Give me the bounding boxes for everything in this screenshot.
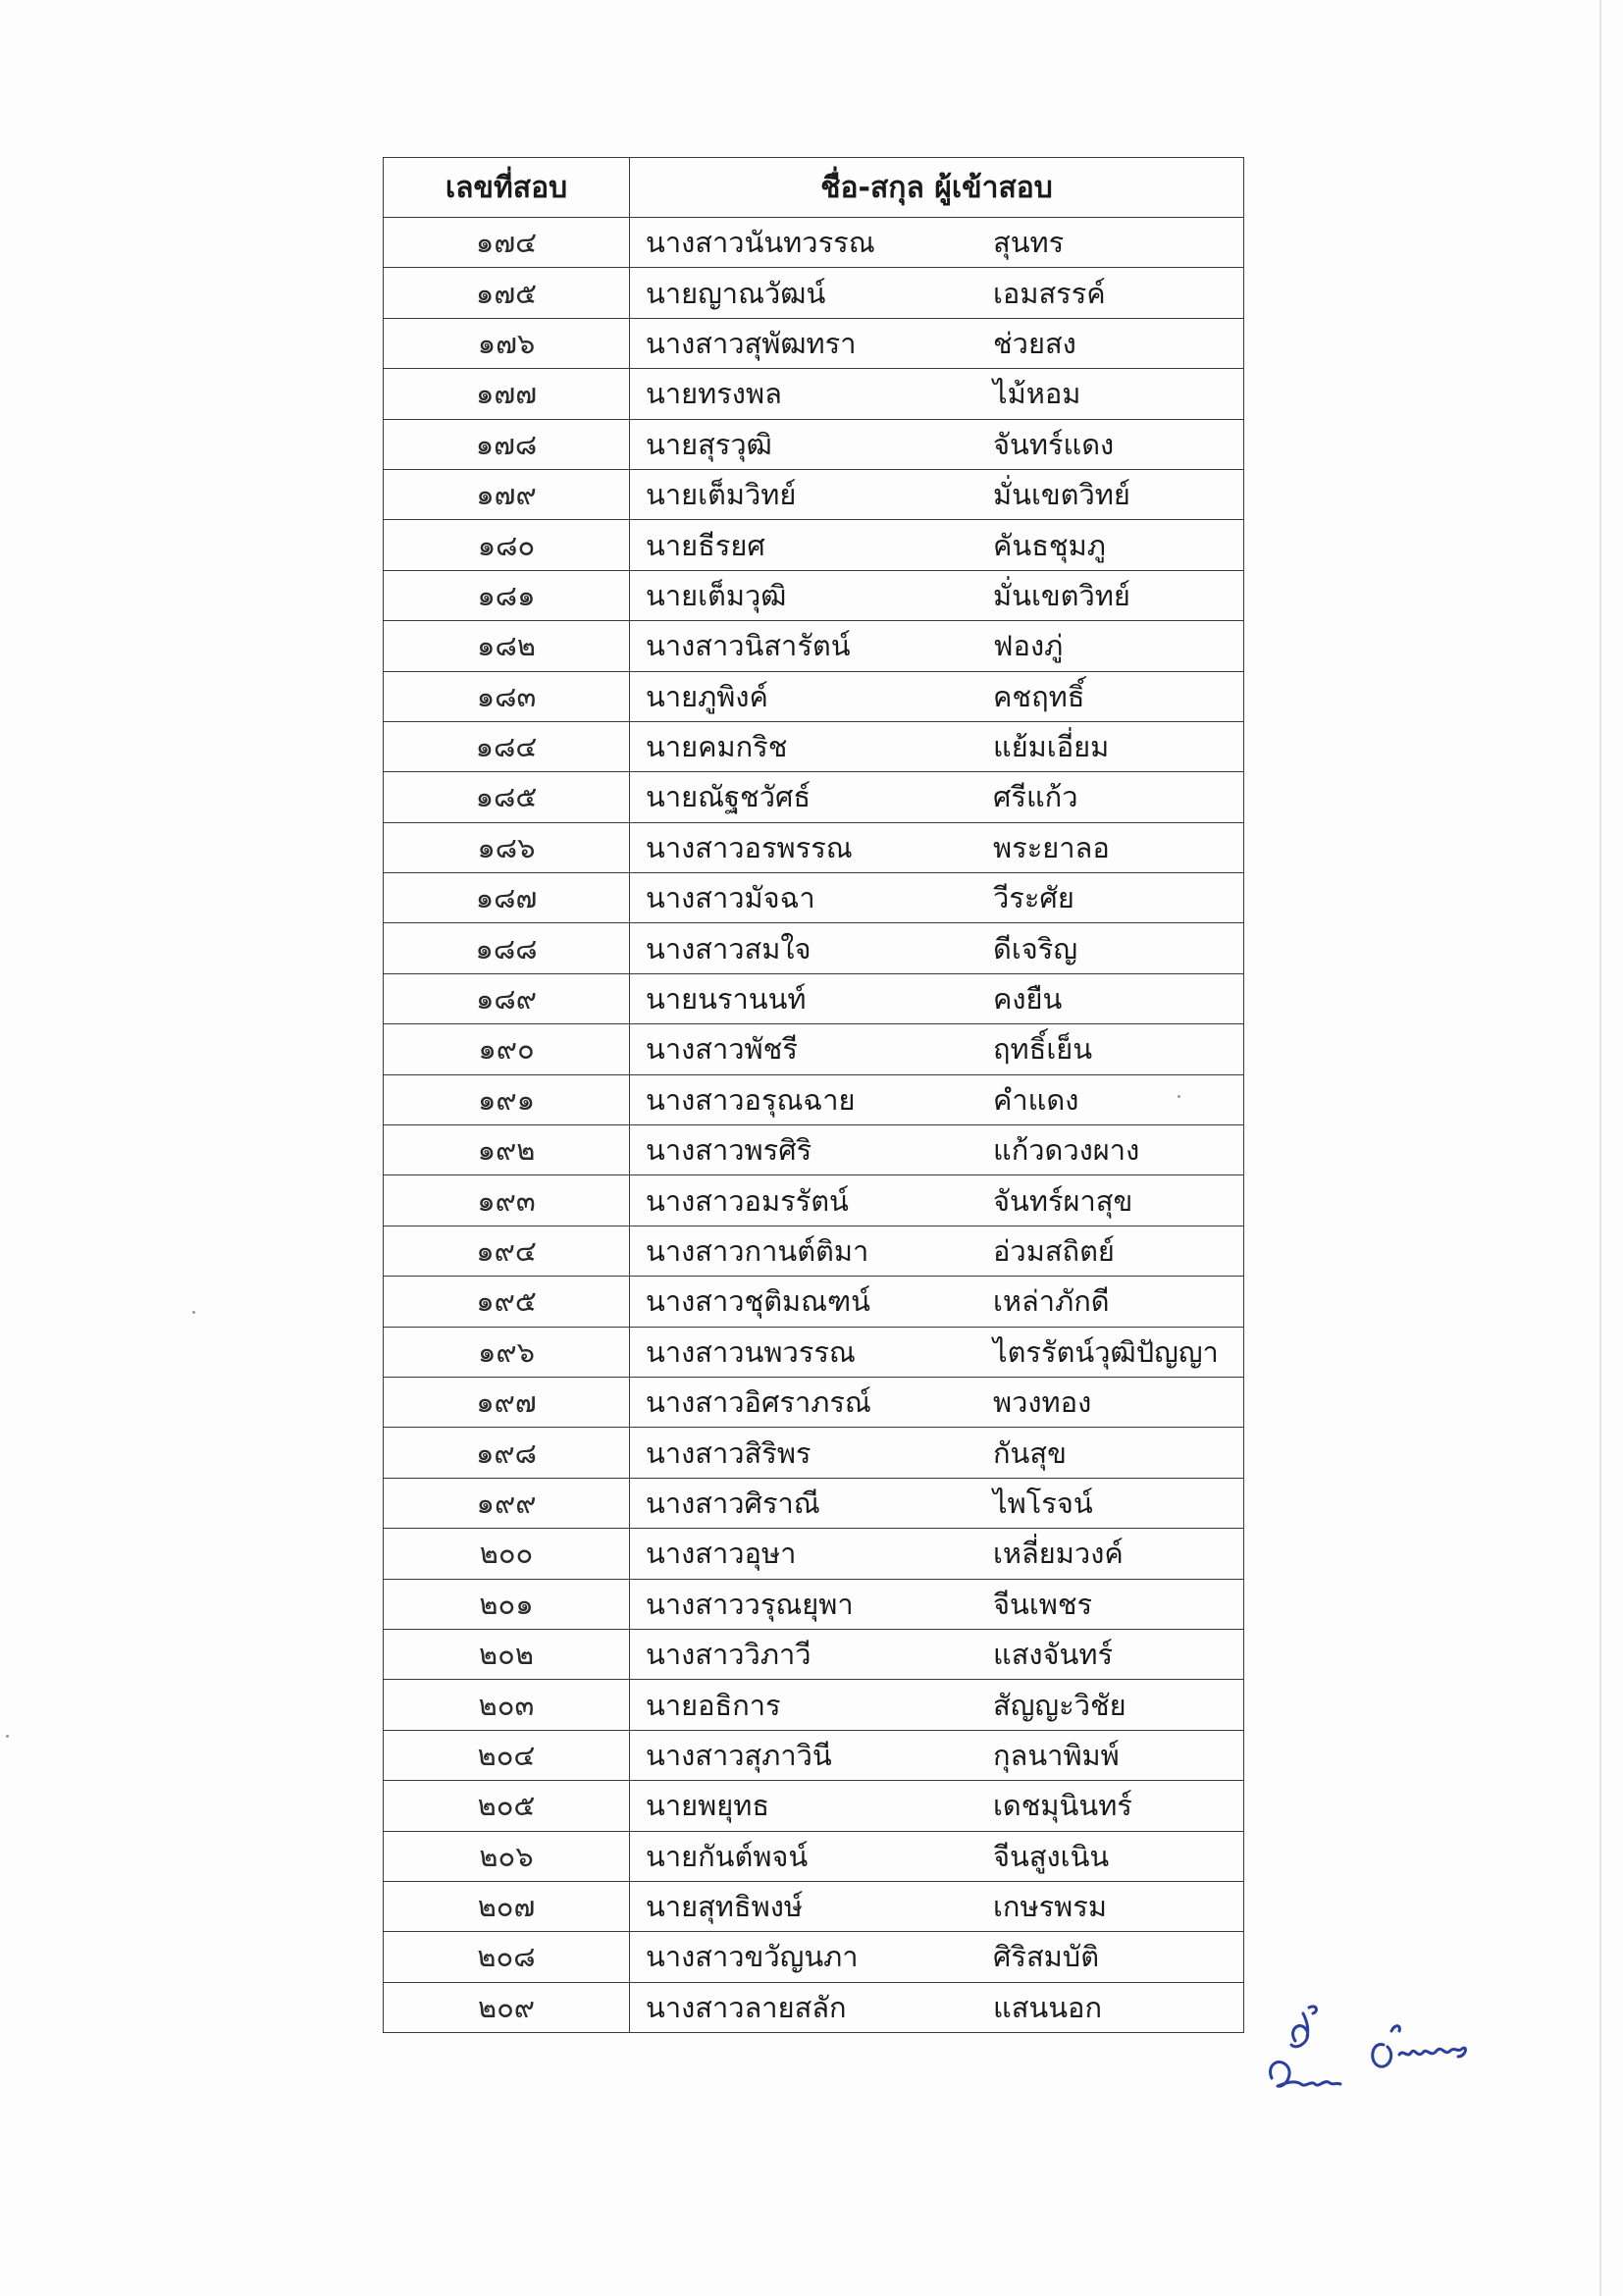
- signature-stroke-2: [1271, 2062, 1340, 2087]
- candidate-first-name: นายภูพิงค์: [646, 679, 768, 713]
- exam-number: ๑๙๑: [384, 1074, 630, 1124]
- exam-number: ๑๙๖: [384, 1327, 630, 1377]
- exam-number: ๒๐๘: [384, 1932, 630, 1982]
- exam-number: ๑๗๘: [384, 419, 630, 469]
- candidate-name-cell: [630, 1327, 1244, 1377]
- candidate-name-cell: [630, 873, 1244, 923]
- exam-number: ๒๐๑: [384, 1579, 630, 1629]
- candidate-name: [646, 1683, 1243, 1728]
- candidate-name: [646, 573, 1243, 618]
- candidate-name: [646, 371, 1243, 416]
- candidate-name-cell: [630, 1074, 1244, 1124]
- candidate-name: [646, 1481, 1243, 1526]
- table-row: [384, 1175, 1244, 1226]
- candidate-name: [646, 1934, 1243, 1979]
- exam-number: ๒๐๕: [384, 1781, 630, 1831]
- candidate-name-cell: [630, 772, 1244, 822]
- candidate-name: [646, 724, 1243, 769]
- table-row: [384, 1781, 1244, 1831]
- candidate-name-cell: [630, 1226, 1244, 1276]
- exam-number: ๒๐๐: [384, 1529, 630, 1579]
- candidate-name: [646, 1632, 1243, 1677]
- candidate-name: [646, 1278, 1243, 1324]
- candidate-name: [646, 1431, 1243, 1476]
- candidate-name: [646, 1531, 1243, 1576]
- candidate-name: [646, 1733, 1243, 1778]
- candidate-first-name: นางสาวพรศิริ: [646, 1133, 812, 1168]
- candidate-name: [646, 523, 1243, 568]
- candidate-table: [383, 157, 1244, 2033]
- exam-number: ๑๘๔: [384, 721, 630, 771]
- table-row: [384, 570, 1244, 620]
- table-body: [384, 218, 1244, 2033]
- exam-number: ๑๘๐: [384, 520, 630, 570]
- candidate-first-name: นางสาวมัจฉา: [646, 881, 815, 915]
- candidate-name: [646, 220, 1243, 265]
- candidate-name-cell: [630, 520, 1244, 570]
- candidate-name-cell: [630, 1629, 1244, 1679]
- candidate-name: [646, 1127, 1243, 1173]
- candidate-last-name: สัญญะวิชัย: [993, 1688, 1126, 1722]
- exam-number: ๑๙๗: [384, 1377, 630, 1427]
- candidate-first-name: นางสาวอิศราภรณ์: [646, 1385, 871, 1420]
- candidate-first-name: นายทรงพล: [646, 377, 782, 411]
- candidate-name-cell: [630, 1277, 1244, 1327]
- candidate-first-name: นางสาวสุภาวินี: [646, 1738, 832, 1772]
- table-row: [384, 1428, 1244, 1478]
- table-row: [384, 1074, 1244, 1124]
- table-row: [384, 369, 1244, 419]
- table-row: [384, 721, 1244, 771]
- candidate-name-cell: [630, 1125, 1244, 1175]
- candidate-name: [646, 1330, 1243, 1375]
- table-row: [384, 1529, 1244, 1579]
- candidate-last-name: คันธชุมภู: [993, 528, 1106, 562]
- candidate-first-name: นายสุรวุฒิ: [646, 427, 772, 461]
- candidate-first-name: นางสาวชุติมณฑน์: [646, 1284, 870, 1319]
- candidate-first-name: นายพยุทธ: [646, 1789, 770, 1823]
- table-row: [384, 1932, 1244, 1982]
- candidate-first-name: นางสาวลายสลัก: [646, 1990, 847, 2024]
- header-exam-number: เลขที่สอบ: [384, 158, 630, 218]
- table-row: [384, 1730, 1244, 1780]
- candidate-last-name: แย้มเอี่ยม: [993, 730, 1110, 764]
- table-row: [384, 1277, 1244, 1327]
- table-row: [384, 218, 1244, 268]
- candidate-first-name: นายณัฐชวัศธ์: [646, 780, 812, 814]
- candidate-name-cell: [630, 218, 1244, 268]
- candidate-name-cell: [630, 923, 1244, 973]
- candidate-name: [646, 1077, 1243, 1122]
- candidate-name-cell: [630, 1932, 1244, 1982]
- candidate-name-cell: [630, 369, 1244, 419]
- candidate-first-name: นางสาวสมใจ: [646, 931, 812, 965]
- exam-number: ๑๙๕: [384, 1277, 630, 1327]
- exam-number: ๑๙๘: [384, 1428, 630, 1478]
- table-row: [384, 469, 1244, 519]
- table-row: [384, 1881, 1244, 1931]
- exam-number: ๑๘๗: [384, 873, 630, 923]
- candidate-first-name: นางสาวอรพรรณ: [646, 830, 853, 864]
- table-row: [384, 1680, 1244, 1730]
- candidate-first-name: นางสาวพัชรี: [646, 1032, 798, 1067]
- candidate-last-name: ไม้หอม: [993, 377, 1081, 411]
- signature-stroke-1: [1291, 2007, 1316, 2047]
- candidate-last-name: มั่นเขตวิทย์: [993, 478, 1130, 512]
- candidate-name-cell: [630, 1175, 1244, 1226]
- candidate-last-name: วีระศัย: [993, 881, 1074, 915]
- candidate-first-name: นายญาณวัฒน์: [646, 276, 826, 310]
- candidate-last-name: เกษรพรม: [993, 1890, 1107, 1924]
- candidate-last-name: เหล่าภักดี: [993, 1284, 1110, 1319]
- table-row: [384, 318, 1244, 368]
- exam-number: ๑๘๒: [384, 621, 630, 671]
- table-row: [384, 1982, 1244, 2032]
- candidate-first-name: นายคมกริช: [646, 730, 788, 764]
- candidate-first-name: นางสาวสิริพร: [646, 1435, 812, 1470]
- exam-number: ๑๙๐: [384, 1024, 630, 1074]
- candidate-name-cell: [630, 1377, 1244, 1427]
- candidate-first-name: นางสาวนพวรรณ: [646, 1334, 856, 1369]
- candidate-last-name: จันทร์แดง: [993, 427, 1115, 461]
- candidate-name: [646, 1582, 1243, 1627]
- candidate-last-name: คชฤทธิ์: [993, 679, 1085, 713]
- candidate-last-name: เอมสรรค์: [993, 276, 1106, 310]
- candidate-last-name: ดีเจริญ: [993, 931, 1078, 965]
- candidate-name-cell: [630, 1781, 1244, 1831]
- candidate-last-name: พระยาลอ: [993, 830, 1110, 864]
- table-row: [384, 1478, 1244, 1528]
- table-row: [384, 1327, 1244, 1377]
- exam-number: ๑๗๕: [384, 268, 630, 318]
- exam-number: ๑๘๙: [384, 973, 630, 1023]
- candidate-name-cell: [630, 721, 1244, 771]
- table-row: [384, 822, 1244, 872]
- table-row: [384, 1125, 1244, 1175]
- candidate-last-name: ศรีแก้ว: [993, 780, 1078, 814]
- candidate-first-name: นายเต็มวิทย์: [646, 478, 797, 512]
- exam-number: ๒๐๖: [384, 1831, 630, 1881]
- candidate-name: [646, 1783, 1243, 1828]
- candidate-name-cell: [630, 419, 1244, 469]
- table-row: [384, 973, 1244, 1023]
- candidate-first-name: นายธีรยศ: [646, 528, 765, 562]
- candidate-last-name: ฤทธิ์เย็น: [993, 1032, 1093, 1067]
- exam-number: ๑๙๔: [384, 1226, 630, 1276]
- exam-number: ๒๐๓: [384, 1680, 630, 1730]
- candidate-name-cell: [630, 1881, 1244, 1931]
- table-row: [384, 923, 1244, 973]
- candidate-last-name: แสนนอก: [993, 1990, 1103, 2024]
- candidate-name: [646, 825, 1243, 870]
- table-row: [384, 419, 1244, 469]
- exam-number: ๑๗๔: [384, 218, 630, 268]
- candidate-first-name: นางสาวกานต์ติมา: [646, 1234, 869, 1268]
- exam-number: ๑๘๘: [384, 923, 630, 973]
- candidate-last-name: พวงทอง: [993, 1385, 1092, 1420]
- table-row: [384, 1377, 1244, 1427]
- candidate-first-name: นางสาวนันทวรรณ: [646, 226, 875, 260]
- table-row: [384, 1579, 1244, 1629]
- candidate-name: [646, 774, 1243, 819]
- table-row: [384, 1629, 1244, 1679]
- candidate-name-cell: [630, 469, 1244, 519]
- candidate-last-name: ฟองภู่: [993, 629, 1064, 663]
- table-row: [384, 1226, 1244, 1276]
- table-row: [384, 671, 1244, 721]
- candidate-last-name: จันทร์ผาสุข: [993, 1183, 1133, 1218]
- candidate-last-name: มั่นเขตวิทย์: [993, 578, 1130, 612]
- candidate-name: [646, 271, 1243, 316]
- candidate-last-name: ช่วยสง: [993, 326, 1076, 360]
- candidate-first-name: นางสาวอมรรัตน์: [646, 1183, 849, 1218]
- exam-number: ๑๘๑: [384, 570, 630, 620]
- candidate-first-name: นายกันต์พจน์: [646, 1839, 809, 1873]
- candidate-name-cell: [630, 1730, 1244, 1780]
- table-row: [384, 772, 1244, 822]
- candidate-last-name: ศิริสมบัติ: [993, 1940, 1100, 1974]
- candidate-name-cell: [630, 973, 1244, 1023]
- candidate-name-cell: [630, 1478, 1244, 1528]
- candidate-name-cell: [630, 1579, 1244, 1629]
- scan-speck: [1178, 1095, 1180, 1098]
- exam-number: ๑๘๖: [384, 822, 630, 872]
- candidate-first-name: นางสาวอุษา: [646, 1537, 797, 1571]
- candidate-first-name: นางสาววิภาวี: [646, 1638, 812, 1672]
- exam-number: ๑๘๕: [384, 772, 630, 822]
- candidate-first-name: นางสาวอรุณฉาย: [646, 1082, 856, 1117]
- candidate-name: [646, 1884, 1243, 1929]
- scan-edge: [1599, 0, 1601, 2296]
- exam-number: ๑๗๙: [384, 469, 630, 519]
- candidate-name: [646, 1026, 1243, 1071]
- candidate-name: [646, 321, 1243, 366]
- candidate-name: [646, 1178, 1243, 1224]
- candidate-first-name: นางสาวขวัญนภา: [646, 1940, 859, 1974]
- candidate-last-name: สุนทร: [993, 226, 1065, 260]
- candidate-name: [646, 875, 1243, 920]
- candidate-last-name: จีนสูงเนิน: [993, 1839, 1110, 1873]
- candidate-last-name: คงยืน: [993, 982, 1063, 1017]
- exam-number: ๑๙๒: [384, 1125, 630, 1175]
- candidate-name-cell: [630, 1831, 1244, 1881]
- candidate-first-name: นายนรานนท์: [646, 982, 807, 1017]
- candidate-last-name: คำแดง: [993, 1082, 1079, 1117]
- table-row: [384, 621, 1244, 671]
- signature-stroke-3: [1373, 2026, 1466, 2066]
- candidate-first-name: นางสาววรุณยุพา: [646, 1587, 854, 1621]
- candidate-name-cell: [630, 822, 1244, 872]
- scan-speck: [6, 1735, 9, 1738]
- exam-number: ๑๗๗: [384, 369, 630, 419]
- candidate-first-name: นางสาวสุพัฒทรา: [646, 326, 857, 360]
- exam-number: ๑๘๓: [384, 671, 630, 721]
- header-candidate-name: ชื่อ-สกุล ผู้เข้าสอบ: [630, 158, 1244, 218]
- table-row: [384, 1024, 1244, 1074]
- candidate-name: [646, 1380, 1243, 1425]
- exam-number: ๒๐๔: [384, 1730, 630, 1780]
- candidate-first-name: นางสาวศิราณี: [646, 1486, 820, 1520]
- handwritten-signature: [1258, 2002, 1513, 2119]
- candidate-name-cell: [630, 1024, 1244, 1074]
- candidate-last-name: ไตรรัตน์วุฒิปัญญา: [993, 1334, 1219, 1369]
- candidate-last-name: อ่วมสถิตย์: [993, 1234, 1115, 1268]
- exam-number: ๑๙๙: [384, 1478, 630, 1528]
- candidate-first-name: นายเต็มวุฒิ: [646, 578, 787, 612]
- candidate-first-name: นายอธิการ: [646, 1688, 781, 1722]
- candidate-last-name: เดชมุนินทร์: [993, 1789, 1132, 1823]
- table-header-row: [384, 158, 1244, 218]
- candidate-first-name: นางสาวนิสารัตน์: [646, 629, 851, 663]
- candidate-name: [646, 976, 1243, 1021]
- scan-speck: [192, 1311, 195, 1314]
- candidate-last-name: แก้วดวงผาง: [993, 1133, 1140, 1168]
- table-row: [384, 268, 1244, 318]
- candidate-name-cell: [630, 621, 1244, 671]
- exam-number: ๑๗๖: [384, 318, 630, 368]
- candidate-name: [646, 1985, 1243, 2030]
- candidate-name: [646, 1228, 1243, 1274]
- candidate-first-name: นายสุทธิพงษ์: [646, 1890, 804, 1924]
- candidate-last-name: ไพโรจน์: [993, 1486, 1093, 1520]
- exam-number: ๑๙๓: [384, 1175, 630, 1226]
- candidate-name-cell: [630, 318, 1244, 368]
- candidate-name-cell: [630, 570, 1244, 620]
- candidate-name-cell: [630, 1680, 1244, 1730]
- exam-number: ๒๐๙: [384, 1982, 630, 2032]
- table-row: [384, 1831, 1244, 1881]
- exam-number: ๒๐๗: [384, 1881, 630, 1931]
- candidate-name: [646, 1834, 1243, 1879]
- candidate-last-name: กันสุข: [993, 1435, 1067, 1470]
- candidate-name-cell: [630, 671, 1244, 721]
- candidate-name: [646, 674, 1243, 719]
- candidate-name-cell: [630, 1982, 1244, 2032]
- candidate-last-name: เหลี่ยมวงค์: [993, 1537, 1124, 1571]
- candidate-name: [646, 926, 1243, 971]
- candidate-name: [646, 623, 1243, 668]
- table-row: [384, 520, 1244, 570]
- candidate-last-name: จีนเพชร: [993, 1587, 1093, 1621]
- candidate-name-cell: [630, 268, 1244, 318]
- exam-number: ๒๐๒: [384, 1629, 630, 1679]
- candidate-last-name: แสงจันทร์: [993, 1638, 1114, 1672]
- table-row: [384, 873, 1244, 923]
- candidate-name-cell: [630, 1428, 1244, 1478]
- candidate-name: [646, 422, 1243, 467]
- candidate-name-cell: [630, 1529, 1244, 1579]
- candidate-last-name: กุลนาพิมพ์: [993, 1738, 1120, 1772]
- candidate-name: [646, 472, 1243, 517]
